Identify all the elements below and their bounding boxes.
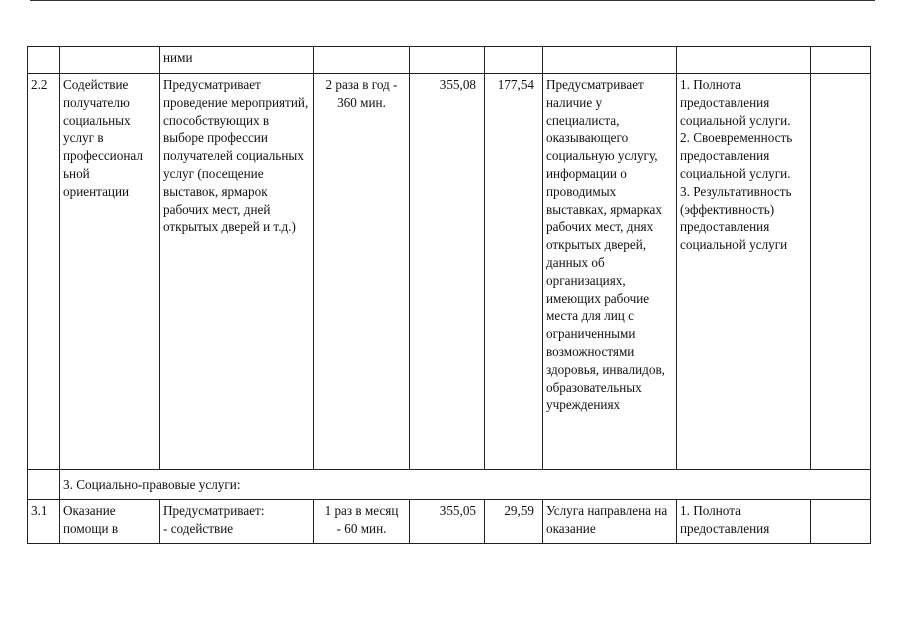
cell-value-1: 355,05 (410, 500, 485, 544)
cell-frequency: 1 раз в месяц - 60 мин. (314, 500, 410, 544)
cell-extra (811, 74, 871, 470)
cell-name: Содействие получателю социальных услуг в профессионал ьной ориентации (60, 74, 160, 470)
cell-extra (811, 500, 871, 544)
cell-conditions (543, 47, 677, 74)
cell-frequency (314, 47, 410, 74)
cell-value-2 (485, 47, 543, 74)
cell-frequency: 2 раза в год - 360 мин. (314, 74, 410, 470)
cell-number: 2.2 (28, 74, 60, 470)
cell-name: Оказание помощи в (60, 500, 160, 544)
cell-description: Предусматривает: - содействие (160, 500, 314, 544)
cell-value-2: 177,54 (485, 74, 543, 470)
services-table (27, 46, 871, 544)
cell-number (28, 47, 60, 74)
cell-description: ними (160, 47, 314, 74)
cell-description: Предусматривает проведение мероприятий, способствующих в выборе профессии получателей социальных услуг (посещение выставок, ярмарок рабочих мест, дней открытых дверей и т.д.) (160, 74, 314, 470)
cell-value-1: 355,08 (410, 74, 485, 470)
cell-value-1 (410, 47, 485, 74)
cell-number (28, 470, 60, 500)
cell-conditions: Услуга направлена на оказание (543, 500, 677, 544)
cell-conditions: Предусматривает наличие у специалиста, оказывающего социальную услугу, информации о проводимых выставках, ярмарках рабочих мест, днях открытых дверей, данных об организациях, имеющих рабочие места для лиц с ограниченными возможностями здоровья, инвалидов, образовательных учреждениях (543, 74, 677, 470)
services-table-wrapper (27, 46, 871, 544)
cell-quality (677, 47, 811, 74)
cell-quality: 1. Полнота предоставления социальной услуги. 2. Своевременность предоставления социальной услуги. 3. Результативность (эффективность) предоставления социальной услуги (677, 74, 811, 470)
table-row-3-1 (28, 500, 871, 544)
cell-name (60, 47, 160, 74)
top-rule (30, 0, 875, 1)
cell-number: 3.1 (28, 500, 60, 544)
cell-extra (811, 47, 871, 74)
section-heading: 3. Социально-правовые услуги: (60, 470, 871, 500)
table-row-2-2 (28, 74, 871, 470)
cell-quality: 1. Полнота предоставления (677, 500, 811, 544)
section-row-3 (28, 470, 871, 500)
cell-value-2: 29,59 (485, 500, 543, 544)
table-row-continuation (28, 47, 871, 74)
